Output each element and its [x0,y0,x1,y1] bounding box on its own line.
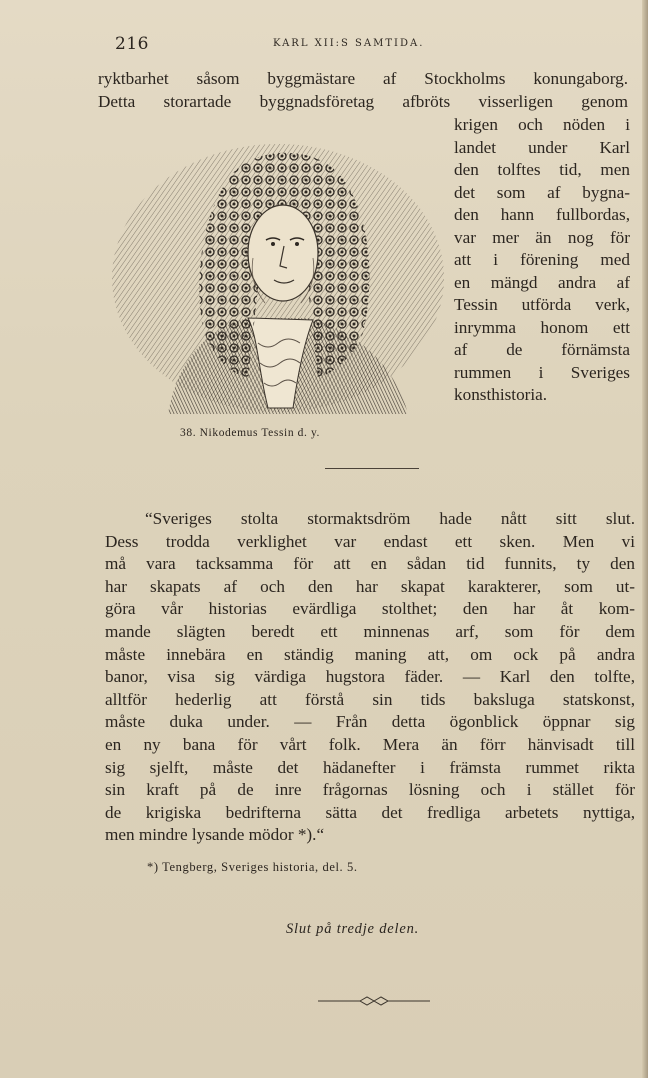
footnote: *) Tengberg, Sveriges historia, del. 5. [147,860,358,874]
text-line: rummen i Sveriges [454,362,630,382]
text-line: krigen och nöden i [454,115,630,134]
text-line: den hann fullbordas, [454,205,630,224]
text-line: konsthistoria. [454,385,548,404]
text-line: har skapats af och den har skapat karakterer, som ut- [105,576,635,596]
text-line: den tolftes tid, men [454,160,630,179]
page-number: 216 [115,34,149,54]
end-of-part-note: Slut på tredje delen. [286,921,420,937]
section-rule [325,468,419,469]
text-line: göra vår historias evärdliga stolthet; den har åt kom- [105,599,635,619]
page-edge [642,0,648,1078]
running-title: KARL XII:S SAMTIDA. [273,38,425,49]
text-line: en ny bana för vårt folk. Mera än förr hänvisadt till [105,735,635,754]
text-line: en mängd andra af [454,272,630,292]
text-line: sin kraft på de inre frågornas lösning och i stället för [105,780,635,800]
text-line: måste innebära en ständig maning att, om ock på andra [105,644,635,664]
text-line: landet under Karl [454,137,630,157]
text-line: måste duka under. — Från detta ögonblick öppnar sig [105,712,635,732]
text-line: men mindre lysande mödor *).“ [105,825,325,845]
text-line: sig sjelft, måste det hädanefter i främsta rummet rikta [105,757,635,777]
text-line: ryktbarhet såsom byggmästare af Stockholms konungaborg. [98,69,628,88]
text-line: mande slägten beredt ett minnenas arf, som för dem [105,622,635,641]
portrait-engraving [108,138,446,414]
text-line: att i förening med [454,250,630,269]
ornament-divider [318,994,430,1008]
text-line: inrymma honom ett [454,317,630,337]
text-line: var mer än nog för [454,227,630,247]
text-line: Tessin utförda verk, [454,295,630,314]
text-line: Detta storartade byggnadsföretag afbröts visserligen genom [98,92,628,111]
text-line: alltför hederlig att förstå sin tids baksluga statskonst, [105,689,635,709]
text-line: banor, visa sig värdiga hugstora fäder. — Karl den tolfte, [105,667,635,687]
text-line: af de förnämsta [454,340,630,359]
running-head [115,34,445,54]
text-line: Dess trodda verklighet var endast ett sken. Men vi [105,531,635,551]
text-line: må vara tacksamma för att en sådan tid funnits, ty den [105,554,635,574]
figure-caption: 38. Nikodemus Tessin d. y. [180,427,321,439]
text-line: de krigiska bedrifterna sätta det fredliga arbetets nyttiga, [105,802,635,822]
text-line: det som af bygna- [454,182,630,202]
text-line: “Sveriges stolta stormaktsdröm hade nått sitt slut. [145,509,635,528]
